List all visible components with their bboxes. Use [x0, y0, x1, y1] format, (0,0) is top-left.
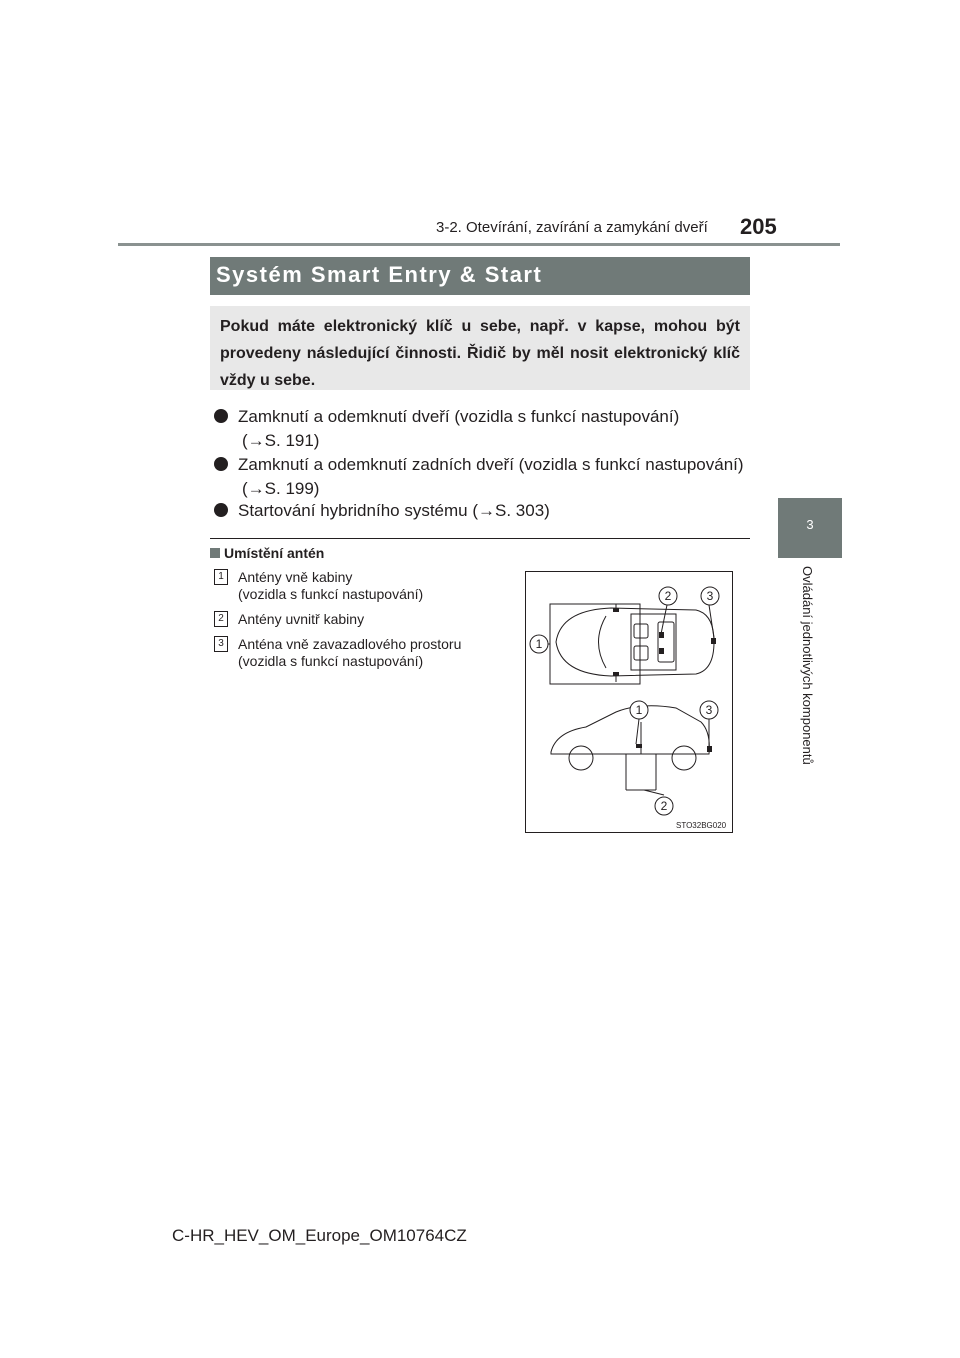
bullet-item-3 [214, 499, 754, 523]
page-number: 205 [740, 214, 777, 239]
callout-3: 3 [706, 589, 714, 603]
section-divider [210, 538, 750, 539]
legend-number: 1 [214, 569, 228, 585]
legend-line: Anténa vně zavazadlového prostoru [238, 636, 462, 652]
car-antenna-illustration [526, 572, 732, 832]
diagram-code: STO32BG020 [676, 821, 727, 830]
square-bullet-icon [210, 548, 220, 558]
document-id: C-HR_HEV_OM_Europe_OM10764CZ [172, 1226, 467, 1245]
chapter-tab-number: 3 [806, 517, 814, 532]
bullet-ref[interactable]: (→S. 199) [242, 479, 320, 498]
header-divider [118, 243, 840, 246]
bullet-dot-icon [214, 457, 228, 471]
legend-line: Antény uvnitř kabiny [238, 611, 365, 627]
bullet-dot-icon [214, 409, 228, 423]
legend-item-2 [238, 611, 364, 628]
subsection-title-text: Umístění antén [224, 545, 325, 561]
subsection-title [210, 545, 324, 561]
intro-text: Pokud máte elektronický klíč u sebe, např. v kapse, mohou být provedeny následující činnosti. Řidič by měl nosit elektronický klíč vždy u sebe. [220, 318, 740, 389]
chapter-title: 3-2. Otevírání, zavírání a zamykání dveří [436, 219, 708, 236]
callout-2: 2 [660, 799, 668, 813]
legend-number: 2 [214, 611, 228, 627]
car-top-view [556, 608, 714, 676]
callout-1: 1 [635, 703, 643, 717]
antenna-diagram [525, 571, 733, 833]
chapter-tab-label: Ovládání jednotlivých komponentů [800, 566, 815, 765]
callout-3: 3 [705, 703, 713, 717]
bullet-text: Zamknutí a odemknutí zadních dveří (vozidla s funkcí nastupování) [238, 455, 744, 474]
legend-number: 3 [214, 636, 228, 652]
callout-1: 1 [535, 637, 543, 651]
bullet-item-1 [214, 405, 754, 453]
legend-line: Antény vně kabiny [238, 569, 353, 585]
bullet-text: Startování hybridního systému (→S. 303) [238, 501, 550, 520]
legend-item-3 [238, 636, 461, 670]
bullet-ref[interactable]: (→S. 191) [242, 431, 320, 450]
section-title: Systém Smart Entry & Start [216, 262, 543, 287]
bullet-item-2 [214, 453, 754, 501]
legend-item-1 [238, 569, 423, 603]
callout-2: 2 [664, 589, 672, 603]
bullet-text: Zamknutí a odemknutí dveří (vozidla s funkcí nastupování) [238, 407, 680, 426]
legend-line: (vozidla s funkcí nastupování) [238, 586, 424, 602]
bullet-dot-icon [214, 503, 228, 517]
legend-line: (vozidla s funkcí nastupování) [238, 653, 424, 669]
